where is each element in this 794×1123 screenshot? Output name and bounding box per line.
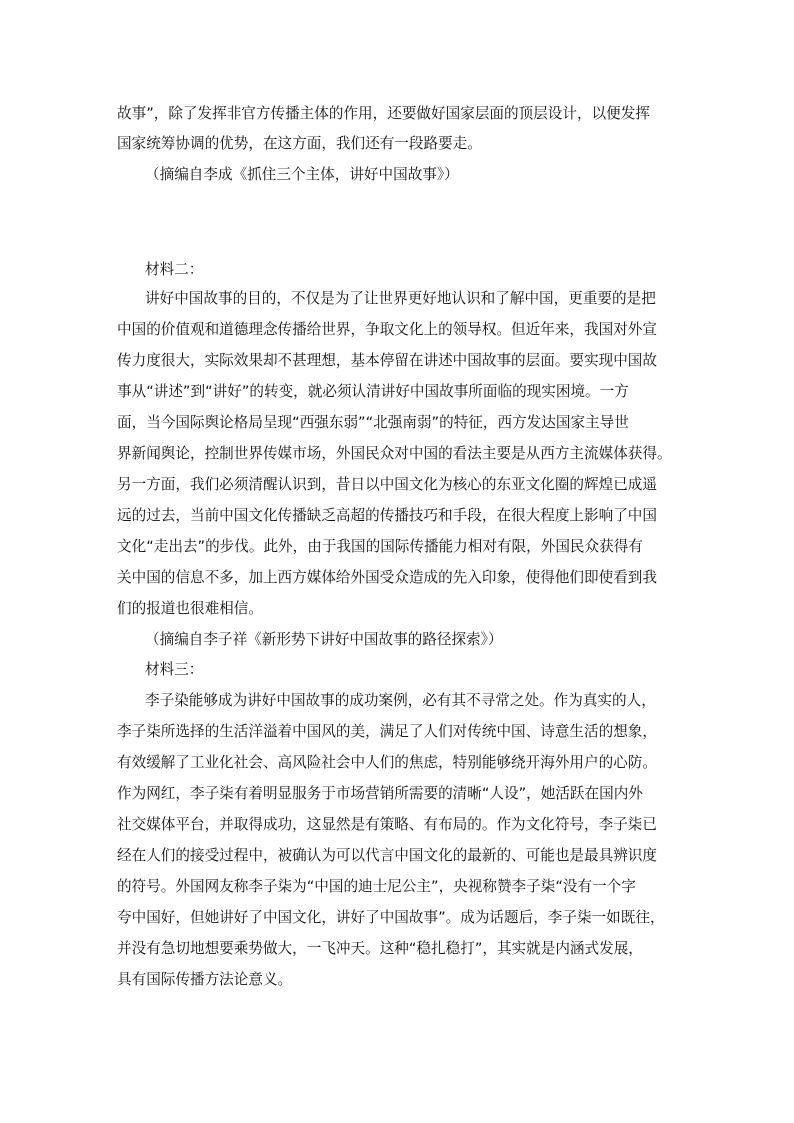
paragraph-line: 远的过去，当前中国文化传播缺乏高超的传播技巧和手段，在很大程度上影响了中国	[117, 507, 657, 524]
paragraph-line: 文化“走出去”的步伐。此外，由于我国的国际传播能力相对有限，外国民众获得有	[117, 538, 643, 555]
paragraph-line: 有效缓解了工业化社会、高风险社会中人们的焦虑，特别能够绕开海外用户的心防。	[117, 754, 657, 771]
paragraph-line: 们的报道也很难相信。	[117, 600, 263, 617]
paragraph-line: 夸中国好，但她讲好了中国文化，讲好了中国故事”。成为话题后，李子柒一如既往，	[117, 909, 665, 926]
paragraph-line: 另一方面，我们必须清醒认识到，昔日以中国文化为核心的东亚文化圈的辉煌已成遥	[117, 476, 657, 493]
paragraph-line: 李子柒所选择的生活洋溢着中国风的美，满足了人们对传统中国、诗意生活的想象，	[117, 723, 657, 740]
paragraph-line: 经在人们的接受过程中，被确认为可以代言中国文化的最新的、可能也是最具辨识度	[117, 847, 657, 864]
section-heading: 材料三：	[145, 661, 204, 678]
document-page	[117, 0, 677, 1123]
paragraph-line: 社交媒体平台，并取得成功，这显然是有策略、有布局的。作为文化符号，李子柒已	[117, 816, 657, 833]
source-citation: （摘编自李子祥《新形势下讲好中国故事的路径探索》）	[145, 631, 503, 648]
paragraph-line: 具有国际传播方法论意义。	[117, 971, 293, 988]
section-heading: 材料二：	[145, 261, 204, 278]
paragraph-line: 面，当今国际舆论格局呈现“西强东弱”“北强南弱”的特征，西方发达国家主导世	[117, 414, 629, 431]
paragraph-line: 并没有急切地想要乘势做大，一飞冲天。这种“稳扎稳打”，其实就是内涵式发展，	[117, 940, 643, 957]
paragraph-line: 作为网红，李子柒有着明显服务于市场营销所需要的清晰“人设”，她活跃在国内外	[117, 785, 643, 802]
paragraph-line: 国家统筹协调的优势，在这方面，我们还有一段路要走。	[117, 135, 482, 152]
paragraph-line: 讲好中国故事的目的，不仅是为了让世界更好地认识和了解中国，更重要的是把	[145, 290, 656, 307]
paragraph-line: 李子染能够成为讲好中国故事的成功案例，必有其不寻常之处。作为真实的人，	[145, 692, 656, 709]
paragraph-line: 事从“讲述”到“讲好”的转变，就必须认清讲好中国故事所面临的现实困境。一方	[117, 383, 629, 400]
source-citation: （摘编自李成《抓住三个主体，讲好中国故事》）	[145, 166, 459, 183]
paragraph-line: 界新闻舆论，控制世界传媒市场，外国民众对中国的看法主要是从西方主流媒体获得。	[117, 445, 672, 462]
paragraph-line: 关中国的信息不多，加上西方媒体给外国受众造成的先入印象，使得他们即使看到我	[117, 569, 657, 586]
paragraph-line: 中国的价值观和道德理念传播给世界，争取文化上的领导权。但近年来，我国对外宣	[117, 321, 657, 338]
paragraph-line: 的符号。外国网友称李子柒为“中国的迪士尼公主”，央视称赞李子柒“没有一个字	[117, 878, 636, 895]
paragraph-line: 传力度很大，实际效果却不甚理想，基本停留在讲述中国故事的层面。要实现中国故	[117, 352, 657, 369]
paragraph-line: 故事”，除了发挥非官方传播主体的作用，还要做好国家层面的顶层设计，以便发挥	[117, 105, 650, 122]
